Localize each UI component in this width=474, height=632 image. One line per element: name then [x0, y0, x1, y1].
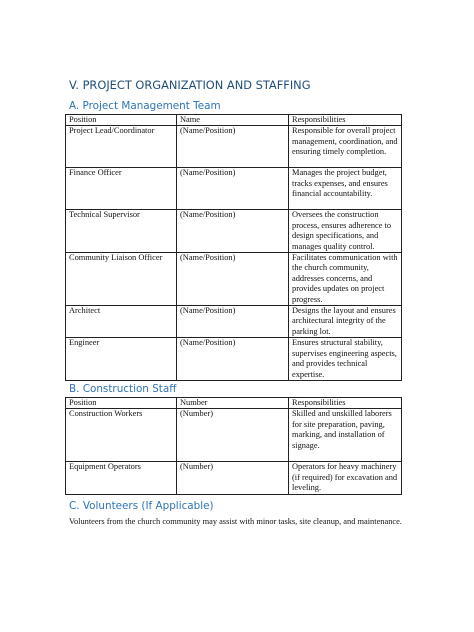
cell-position: Project Lead/Coordinator	[66, 126, 177, 168]
table-row	[66, 306, 402, 338]
cell-position: Technical Supervisor	[66, 210, 177, 253]
table-header-row	[66, 115, 402, 126]
cell-position: Equipment Operators	[66, 462, 177, 494]
header-responsibilities: Responsibilities	[289, 398, 402, 409]
cell-name: (Name/Position)	[177, 253, 289, 306]
table-row	[66, 210, 402, 253]
header-name: Name	[177, 115, 289, 126]
cell-responsibilities: Oversees the construction process, ensures adherence to design specifications, and manages quality control.	[289, 210, 402, 253]
cell-number: (Number)	[177, 409, 289, 462]
header-number: Number	[177, 398, 289, 409]
team-heading: A. Project Management Team	[69, 100, 221, 112]
cell-position: Community Liaison Officer	[66, 253, 177, 306]
cell-responsibilities: Ensures structural stability, supervises engineering aspects, and provides technical expertise.	[289, 338, 402, 381]
staff-heading: B. Construction Staff	[69, 383, 177, 395]
table-row	[66, 409, 402, 462]
cell-position: Construction Workers	[66, 409, 177, 462]
cell-responsibilities: Facilitates communication with the church community, addresses concerns, and provides updates on project progress.	[289, 253, 402, 306]
project-management-team-table	[65, 114, 402, 381]
cell-name: (Name/Position)	[177, 338, 289, 381]
cell-name: (Name/Position)	[177, 168, 289, 210]
table-header-row	[66, 398, 402, 409]
cell-position: Engineer	[66, 338, 177, 381]
table-row	[66, 126, 402, 168]
table-row	[66, 253, 402, 306]
table-row	[66, 168, 402, 210]
table-row	[66, 462, 402, 494]
header-position: Position	[66, 115, 177, 126]
volunteers-paragraph: Volunteers from the church community may assist with minor tasks, site cleanup, and maintenance.	[69, 517, 402, 526]
section-title: V. PROJECT ORGANIZATION AND STAFFING	[69, 78, 311, 92]
header-position: Position	[66, 398, 177, 409]
cell-responsibilities: Responsible for overall project management, coordination, and ensuring timely completion.	[289, 126, 402, 168]
cell-number: (Number)	[177, 462, 289, 494]
cell-position: Finance Officer	[66, 168, 177, 210]
cell-responsibilities: Operators for heavy machinery (if required) for excavation and leveling.	[289, 462, 402, 494]
cell-position: Architect	[66, 306, 177, 338]
header-responsibilities: Responsibilities	[289, 115, 402, 126]
cell-responsibilities: Designs the layout and ensures architectural integrity of the parking lot.	[289, 306, 402, 338]
cell-name: (Name/Position)	[177, 306, 289, 338]
table-row	[66, 338, 402, 381]
cell-name: (Name/Position)	[177, 210, 289, 253]
cell-responsibilities: Skilled and unskilled laborers for site preparation, paving, marking, and installation of signage.	[289, 409, 402, 462]
volunteers-heading: C. Volunteers (If Applicable)	[69, 500, 214, 512]
cell-name: (Name/Position)	[177, 126, 289, 168]
construction-staff-table	[65, 397, 402, 495]
cell-responsibilities: Manages the project budget, tracks expenses, and ensures financial accountability.	[289, 168, 402, 210]
